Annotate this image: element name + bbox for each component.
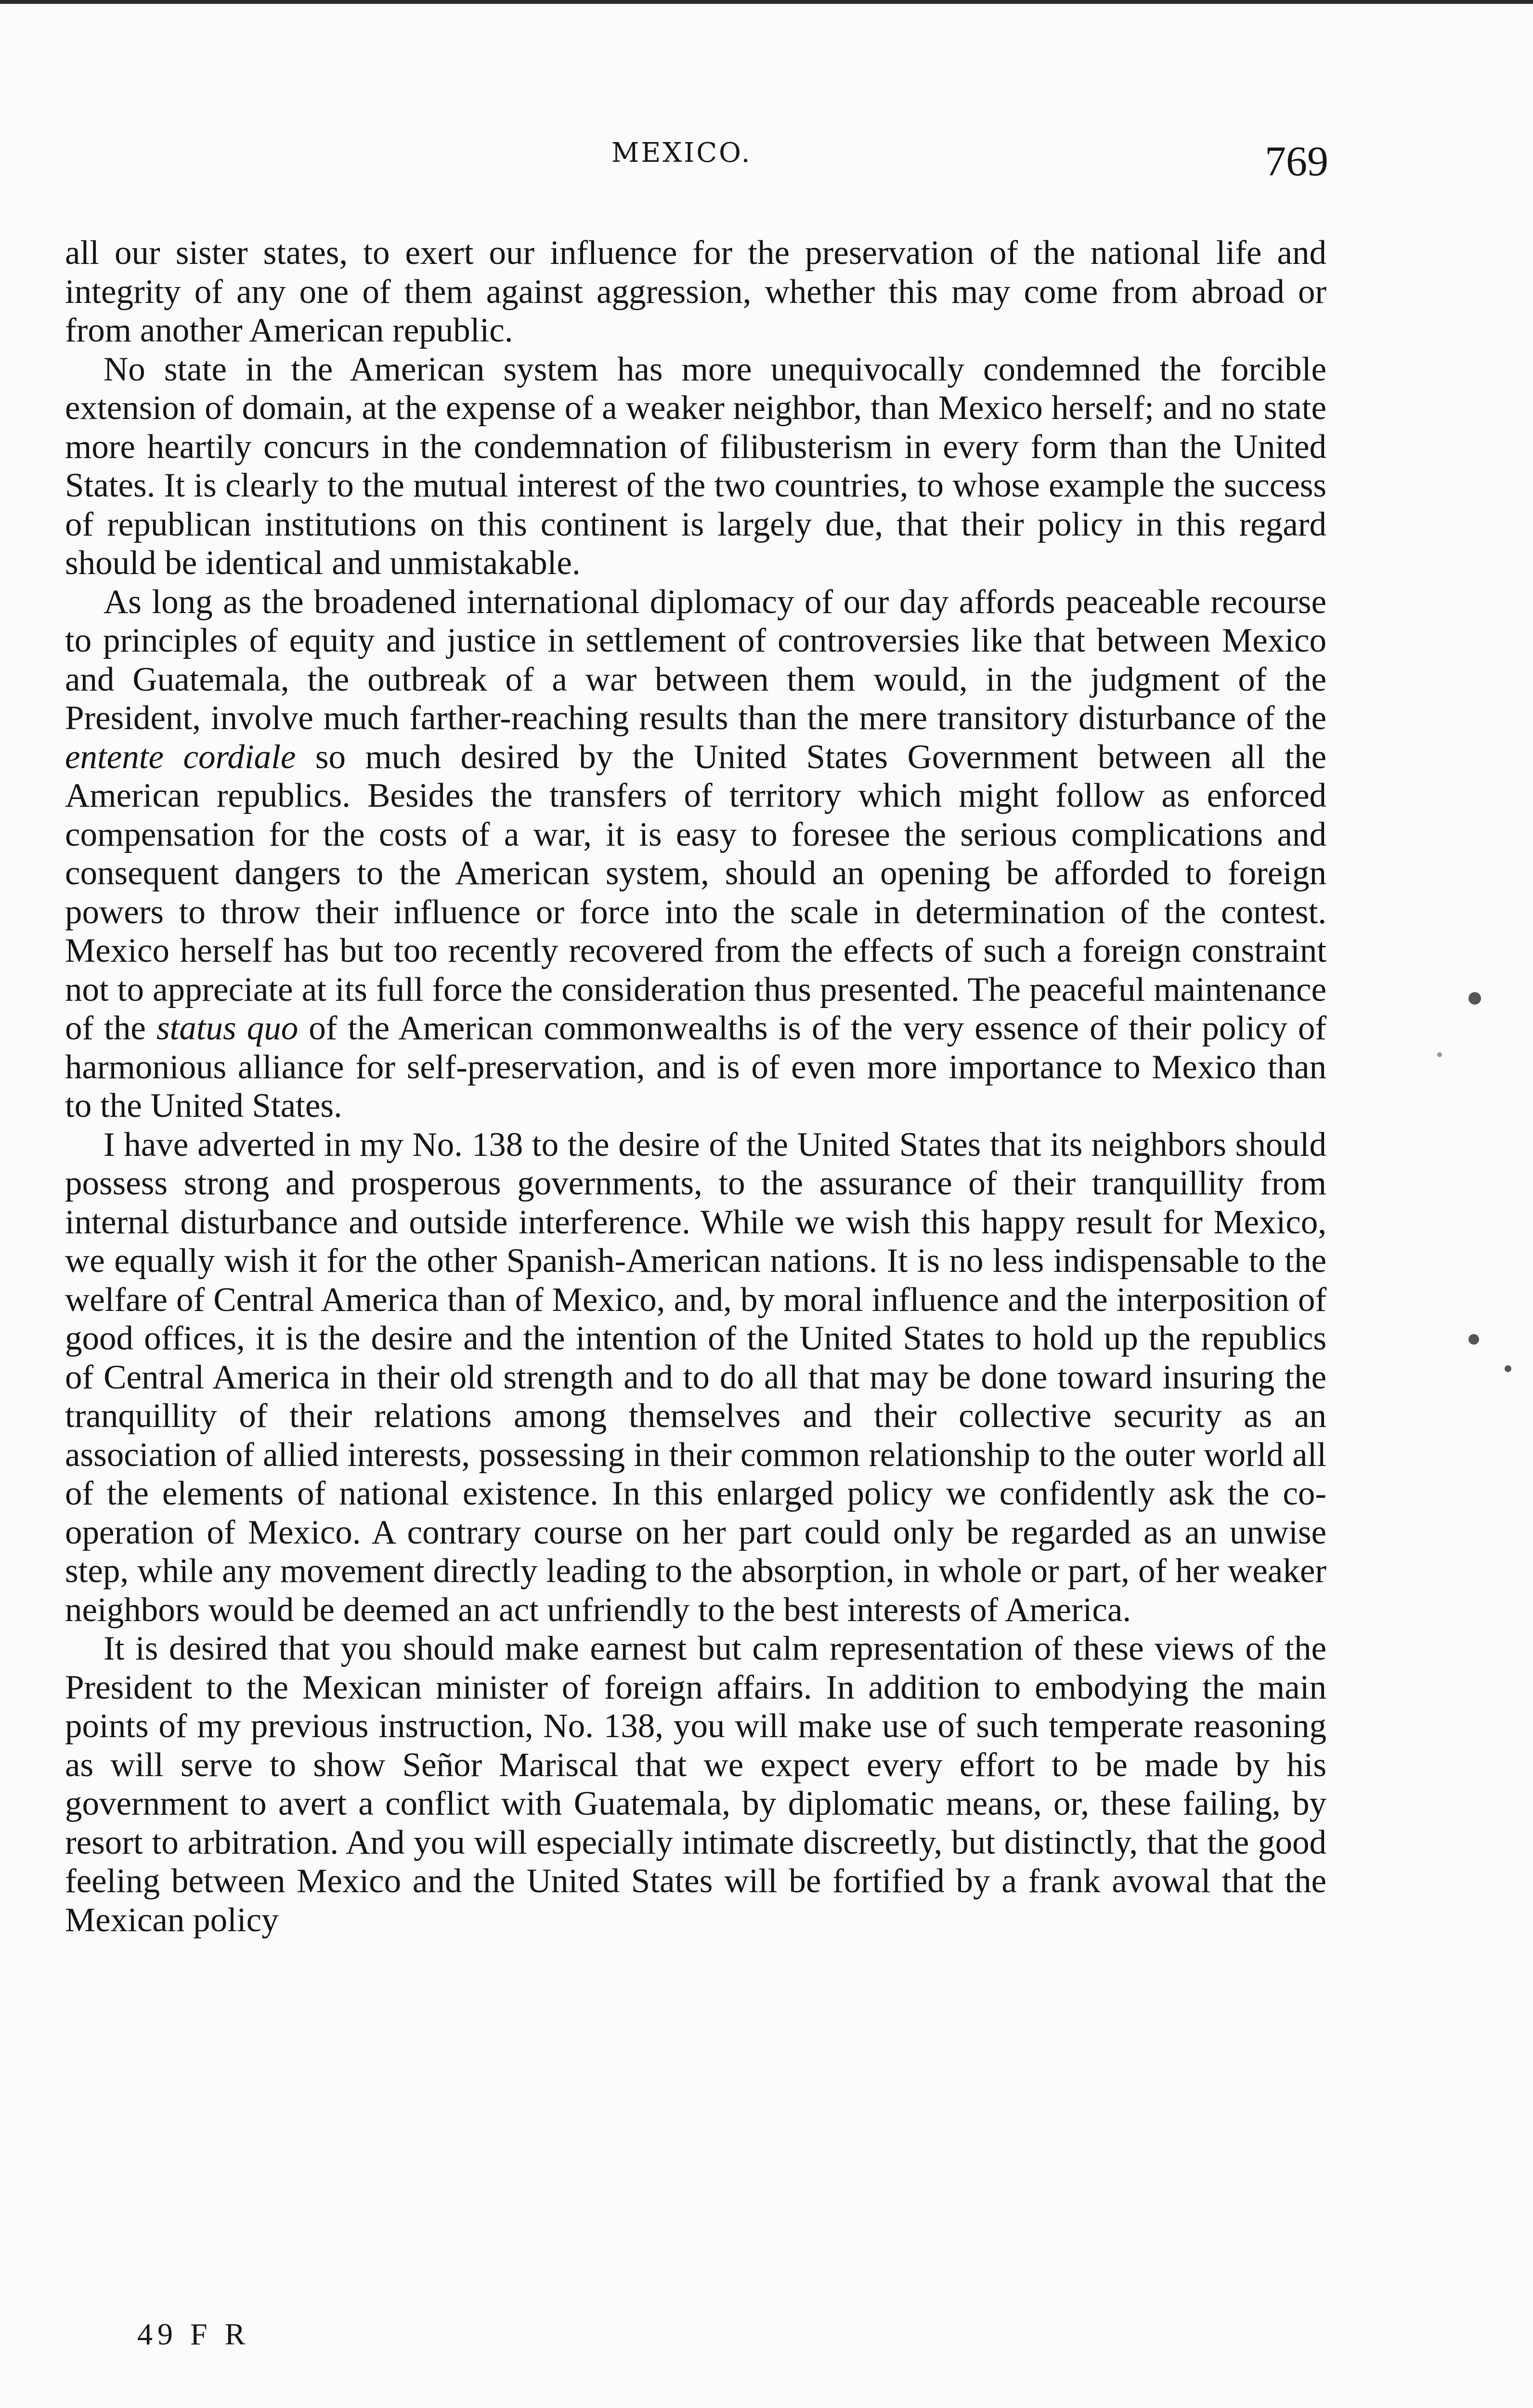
italic-phrase: entente cordiale	[65, 738, 296, 776]
signature-mark: 49 F R	[137, 2317, 250, 2351]
print-speck	[1505, 1365, 1511, 1372]
paragraph: It is desired that you should make earnest but calm representation of these views of the President to the Mexican minister of foreign affairs. In addition to embodying the main points of my previous instruction, No. 138, you will make use of such temperate reasoning as will serve to show Señor Mariscal that we expect every effort to be made by his government to avert a conflict with Guatemala, by diplomatic means, or, these failing, by resort to arbitration. And you will especially intimate discreetly, but distinctly, that the good feeling between Mexico and the United States will be fortified by a frank avowal that the Mexican policy	[65, 1630, 1326, 1939]
print-speck	[1468, 992, 1481, 1005]
print-speck	[1437, 1052, 1442, 1057]
paragraph: No state in the American system has more unequivocally condemned the forcible extension of domain, at the expense of a weaker neighbor, than Mexico herself; and no state more heartily concurs in the condemnation of filibusterism in every form than the United States. It is clearly to the mutual interest of the two countries, to whose example the success of republican institutions on this continent is largely due, that their policy in this regard should be identical and unmistakable.	[65, 350, 1326, 582]
page-number: 769	[1265, 138, 1328, 185]
scan-top-edge	[0, 0, 1533, 4]
text-run: so much desired by the United States Government between all the American republics. Besides the transfers of territory which might follow as enforced compensation for the costs of a war, it is easy to foresee the serious complications and consequent dangers to the American system, should an opening be afforded to foreign powers to throw their influence or force into the scale in determination of the contest. Mexico herself has but too recently recovered from the effects of such a foreign constraint not to appreciate at its full force the consideration thus presented. The peaceful maintenance of the	[65, 738, 1326, 1047]
text-run: of the American commonwealths is of the very essence of their policy of harmonious alliance for self-preservation, and is of even more importance to Mexico than to the United States.	[65, 1009, 1326, 1125]
italic-phrase: status quo	[156, 1009, 299, 1047]
running-head-title: MEXICO.	[611, 137, 752, 169]
body-text	[65, 234, 1326, 1939]
print-speck	[1468, 1334, 1479, 1345]
paragraph	[65, 583, 1326, 1125]
text-run: As long as the broadened international diplomacy of our day affords peaceable recourse to principles of equity and justice in settlement of controversies like that between Mexico and Guatemala, the outbreak of a war between them would, in the judgment of the President, involve much farther-reaching results than the mere transitory disturbance of the	[65, 583, 1326, 737]
paragraph: I have adverted in my No. 138 to the desire of the United States that its neighbors should possess strong and prosperous governments, to the assurance of their tranquillity from internal disturbance and outside interference. While we wish this happy result for Mexico, we equally wish it for the other Spanish-American nations. It is no less indispensable to the welfare of Central America than of Mexico, and, by moral influence and the interposition of good offices, it is the desire and the intention of the United States to hold up the republics of Central America in their old strength and to do all that may be done toward insuring the tranquillity of their relations among themselves and their collective security as an association of allied interests, possessing in their common relationship to the outer world all of the elements of national existence. In this enlarged policy we confidently ask the co-operation of Mexico. A contrary course on her part could only be regarded as an unwise step, while any movement directly leading to the absorption, in whole or part, of her weaker neighbors would be deemed an act unfriendly to the best interests of America.	[65, 1125, 1326, 1629]
paragraph: all our sister states, to exert our influence for the preservation of the national life and integrity of any one of them against aggression, whether this may come from abroad or from another American republic.	[65, 234, 1326, 349]
